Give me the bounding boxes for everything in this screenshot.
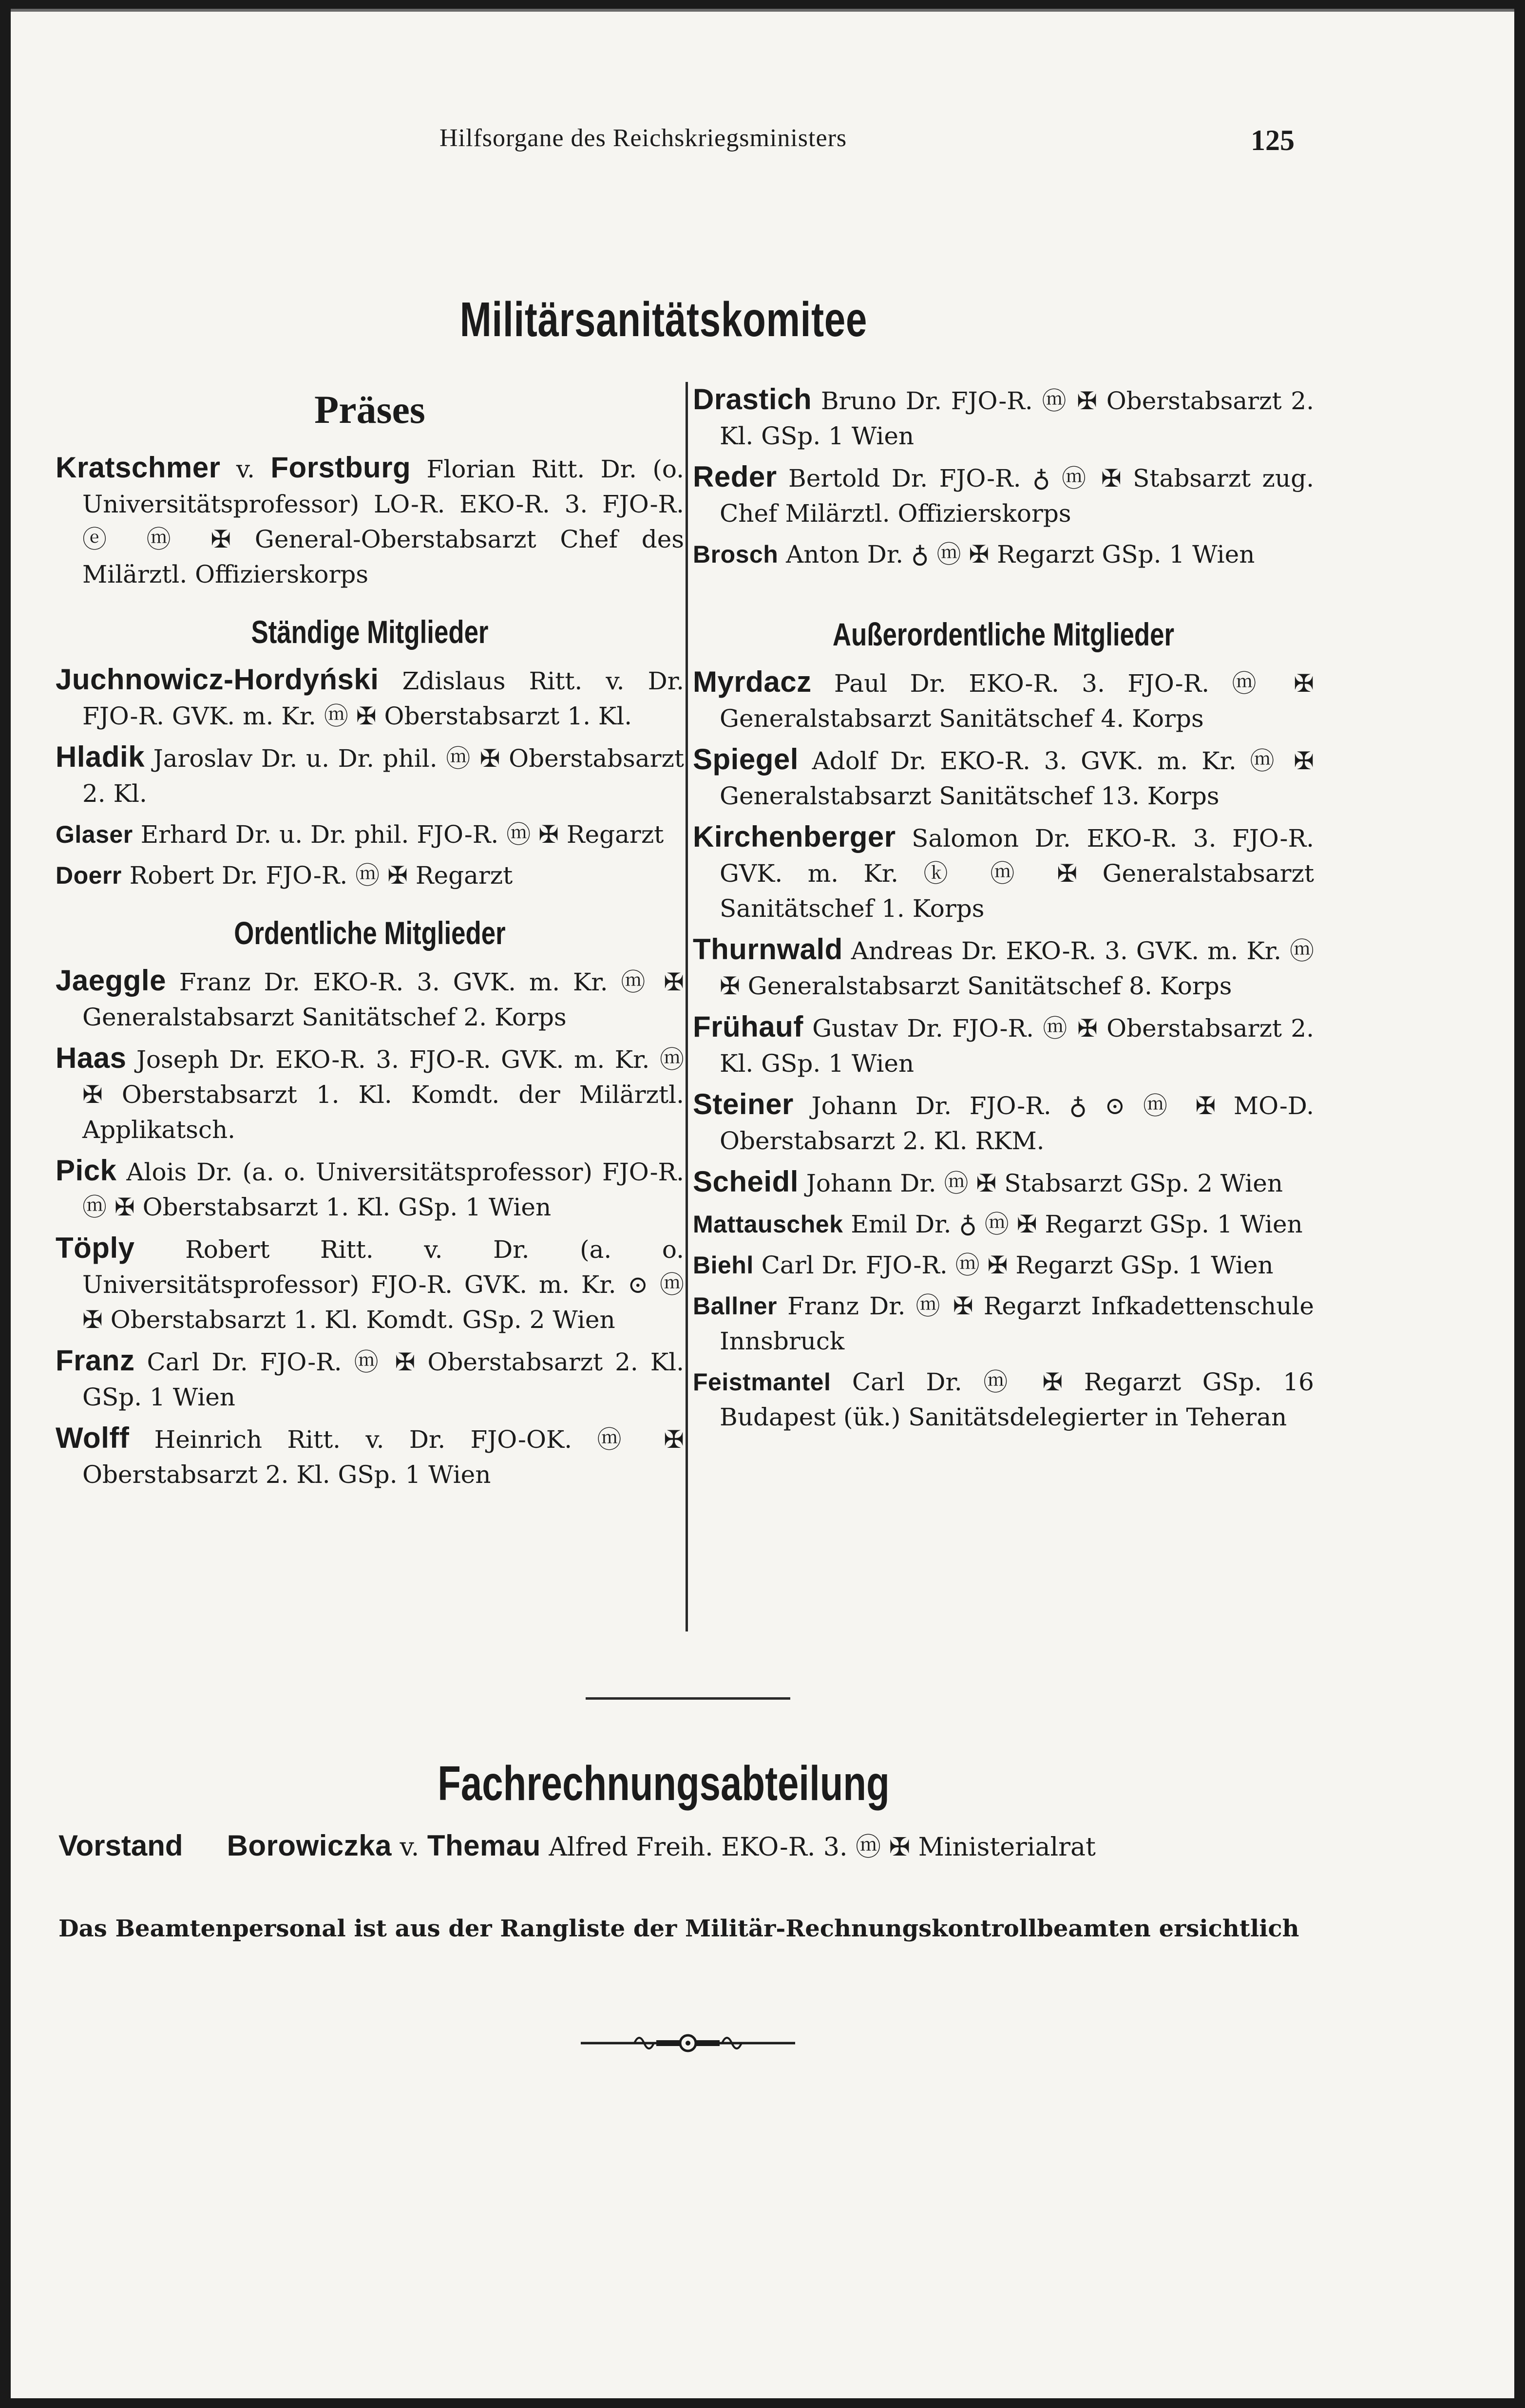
entry-text: Robert Ritt. v. Dr. (a. o. Universitätsprofessor) FJO-R. GVK. m. Kr. ⊙ ⓜ ✠ Oberstabsarzt 1. Kl. Komdt. GSp. 2 Wien xyxy=(82,1235,684,1334)
entry-text: Johann Dr. FJO-R. ♁ ⊙ ⓜ ✠ MO-D. Oberstabsarzt 2. Kl. RKM. xyxy=(720,1092,1314,1155)
entry-kirchenberger xyxy=(693,819,1314,926)
left-column xyxy=(56,382,684,1498)
section-divider-rule xyxy=(586,1697,790,1700)
entry-text: Franz Dr. EKO-R. 3. GVK. m. Kr. ⓜ ✠ Generalstabsarzt Sanitätschef 2. Korps xyxy=(82,968,684,1031)
entry-name: Doerr xyxy=(56,862,122,889)
right-column xyxy=(693,382,1314,1441)
entry-thurnwald xyxy=(693,932,1314,1004)
entry-text: Salomon Dr. EKO-R. 3. FJO-R. GVK. m. Kr. ⓚ ⓜ ✠ Generalstabsarzt Sanitätschef 1. Korps xyxy=(720,824,1314,923)
entry-text: Emil Dr. ♁ ⓜ ✠ Regarzt GSp. 1 Wien xyxy=(843,1210,1303,1238)
entry-name: Drastich xyxy=(693,383,812,416)
vorstand-name-2: Themau xyxy=(427,1829,541,1862)
entry-name: Scheidl xyxy=(693,1165,799,1198)
entry-name: Juchnowicz-Hordyński xyxy=(56,663,379,696)
entry-name: Mattauschek xyxy=(693,1211,843,1238)
entry-text: Bertold Dr. FJO-R. ♁ ⓜ ✠ Stabsarzt zug. Chef Milärztl. Offizierskorps xyxy=(720,464,1314,528)
entry-glaser xyxy=(56,817,684,852)
entry-spiegel xyxy=(693,742,1314,814)
entry-name: Frühauf xyxy=(693,1010,803,1043)
entry-name: Franz xyxy=(56,1344,135,1377)
entry-wolff xyxy=(56,1421,684,1492)
entry-doerr xyxy=(56,858,684,893)
entry-name-particle: v. xyxy=(220,455,271,483)
entry-name: Glaser xyxy=(56,821,133,848)
entry-name: Steiner xyxy=(693,1088,794,1120)
entry-name: Kirchenberger xyxy=(693,820,896,853)
entry-name: Wolff xyxy=(56,1422,130,1454)
entry-biehl xyxy=(693,1248,1314,1283)
entry-text: Paul Dr. EKO-R. 3. FJO-R. ⓜ ✠ Generalstabsarzt Sanitätschef 4. Korps xyxy=(720,669,1314,733)
document-page xyxy=(11,9,1514,2398)
entry-fruehauf xyxy=(693,1009,1314,1081)
entry-text: Zdislaus Ritt. v. Dr. FJO-R. GVK. m. Kr. ⓜ ✠ Oberstabsarzt 1. Kl. xyxy=(82,667,684,730)
entry-text: Joseph Dr. EKO-R. 3. FJO-R. GVK. m. Kr. ⓜ ✠ Oberstabsarzt 1. Kl. Komdt. der Milärztl. Applikatsch. xyxy=(82,1045,684,1144)
heading-staendige-mitglieder: Ständige Mitglieder xyxy=(251,614,489,650)
entry-text: Florian Ritt. Dr. (o. Universitätsprofessor) LO-R. EKO-R. 3. FJO-R. ⓔ ⓜ ✠ General-Oberstabsarzt Chef des Milärztl. Offizierskorps xyxy=(82,455,685,588)
vorstand-label: Vorstand xyxy=(58,1829,183,1862)
entry-text: Johann Dr. ⓜ ✠ Stabsarzt GSp. 2 Wien xyxy=(798,1169,1283,1197)
entry-name: Töply xyxy=(56,1232,135,1264)
entry-name: Haas xyxy=(56,1042,127,1074)
entry-ballner xyxy=(693,1289,1314,1359)
entry-text: Anton Dr. ♁ ⓜ ✠ Regarzt GSp. 1 Wien xyxy=(778,540,1255,569)
entry-text: Alois Dr. (a. o. Universitätsprofessor) FJO-R. ⓜ ✠ Oberstabsarzt 1. Kl. GSp. 1 Wien xyxy=(82,1158,684,1221)
entry-text: Gustav Dr. FJO-R. ⓜ ✠ Oberstabsarzt 2. Kl. GSp. 1 Wien xyxy=(720,1014,1314,1078)
entry-text: Jaroslav Dr. u. Dr. phil. ⓜ ✠ Oberstabsarzt 2. Kl. xyxy=(82,744,684,808)
entry-hladik xyxy=(56,739,684,811)
entry-text: Adolf Dr. EKO-R. 3. GVK. m. Kr. ⓜ ✠ Generalstabsarzt Sanitätschef 13. Korps xyxy=(720,747,1314,810)
entry-name: Jaeggle xyxy=(56,964,166,997)
entry-name: Hladik xyxy=(56,740,145,773)
entry-name: Brosch xyxy=(693,541,779,568)
entry-name: Biehl xyxy=(693,1251,754,1279)
entry-name-2: Forstburg xyxy=(270,451,411,484)
entry-feistmantel xyxy=(693,1365,1314,1435)
entry-juchnowicz xyxy=(56,662,684,734)
entry-haas xyxy=(56,1041,684,1147)
vorstand-text: Alfred Freih. EKO-R. 3. ⓜ ✠ Ministerialrat xyxy=(540,1833,1096,1862)
entry-text: Heinrich Ritt. v. Dr. FJO-OK. ⓜ ✠ Oberstabsarzt 2. Kl. GSp. 1 Wien xyxy=(82,1425,684,1489)
entry-drastich xyxy=(693,382,1314,454)
entry-mattauschek xyxy=(693,1207,1314,1242)
vorstand-particle: v. xyxy=(392,1833,427,1862)
entry-name: Spiegel xyxy=(693,743,799,776)
entry-text: Franz Dr. ⓜ ✠ Regarzt Infkadettenschule Innsbruck xyxy=(720,1292,1314,1355)
entry-brosch xyxy=(693,537,1314,572)
entry-jaeggle xyxy=(56,963,684,1035)
entry-franz xyxy=(56,1343,684,1415)
section-title-fachrechnungsabteilung: Fachrechnungsabteilung xyxy=(438,1756,890,1811)
vorstand-line xyxy=(58,1826,1325,1867)
entry-toeply xyxy=(56,1231,684,1337)
entry-name: Thurnwald xyxy=(693,933,843,966)
entry-name: Reder xyxy=(693,460,777,493)
page-number: 125 xyxy=(1251,124,1295,156)
entry-name: Myrdacz xyxy=(693,665,812,698)
entry-name: Ballner xyxy=(693,1292,778,1320)
entry-text: Carl Dr. ⓜ ✠ Regarzt GSp. 16 Budapest (ük.) Sanitätsdelegierter in Teheran xyxy=(720,1368,1314,1431)
entry-text: Carl Dr. FJO-R. ⓜ ✠ Regarzt GSp. 1 Wien xyxy=(753,1251,1274,1279)
entry-text: Andreas Dr. EKO-R. 3. GVK. m. Kr. ⓜ ✠ Generalstabsarzt Sanitätschef 8. Korps xyxy=(720,937,1314,1000)
ornament-divider-icon xyxy=(581,2029,795,2058)
vorstand-name: Borowiczka xyxy=(227,1829,392,1862)
section-title-militaersanitaetskomitee: Militärsanitätskomitee xyxy=(459,292,868,347)
entry-name: Pick xyxy=(56,1154,117,1187)
entry-text: Carl Dr. FJO-R. ⓜ ✠ Oberstabsarzt 2. Kl. GSp. 1 Wien xyxy=(82,1348,684,1411)
running-head-title: Hilfsorgane des Reichskriegsministers xyxy=(439,124,847,152)
entry-text: Robert Dr. FJO-R. ⓜ ✠ Regarzt xyxy=(121,861,513,890)
heading-ausserordentliche-mitglieder: Außerordentliche Mitglieder xyxy=(832,616,1175,652)
entry-name: Kratschmer xyxy=(56,451,221,484)
entry-reder xyxy=(693,459,1314,531)
entry-steiner xyxy=(693,1087,1314,1158)
heading-ordentliche-mitglieder: Ordentliche Mitglieder xyxy=(234,915,506,951)
entry-pick xyxy=(56,1153,684,1225)
beamtenpersonal-note: Das Beamtenpersonal ist aus der Rangliste der Militär-Rechnungskontrollbeamten ersichtlich xyxy=(58,1915,1299,1942)
entry-text: Bruno Dr. FJO-R. ⓜ ✠ Oberstabsarzt 2. Kl. GSp. 1 Wien xyxy=(720,387,1314,450)
entry-myrdacz xyxy=(693,664,1314,736)
entry-text: Erhard Dr. u. Dr. phil. FJO-R. ⓜ ✠ Regarzt xyxy=(133,820,664,849)
entry-kratschmer xyxy=(56,450,684,592)
entry-scheidl xyxy=(693,1164,1314,1201)
heading-praeses: Präses xyxy=(314,387,425,432)
entry-name: Feistmantel xyxy=(693,1368,831,1396)
column-divider xyxy=(686,382,688,1631)
